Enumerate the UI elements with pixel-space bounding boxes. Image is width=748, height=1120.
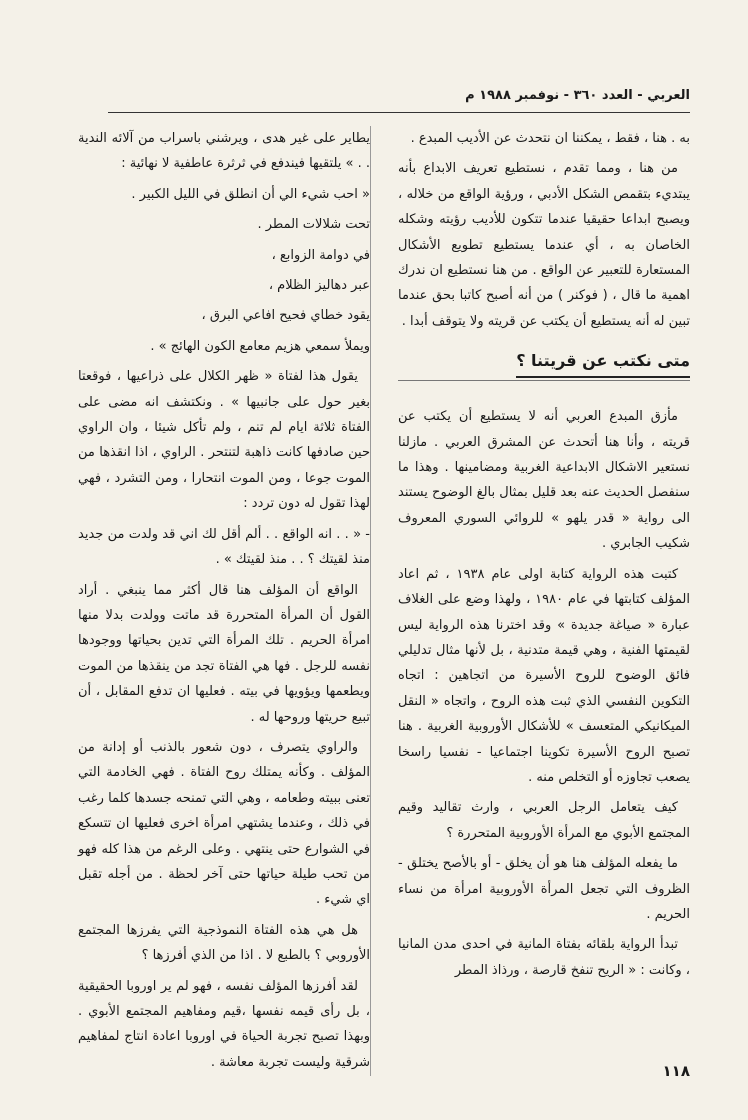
paragraph: لقد أفرزها المؤلف نفسه ، فهو لم ير اوروبا الحقيقية ، بل رأى قيمه نفسها ،قيم ومفاهيم المجتمع الأبوي . وبهذا تصبح تجربة الحياة في اوروبا اعادة انتاج لمفاهيم شرقية وليست تجربة معاشة .	[78, 978, 370, 1070]
paragraph: والراوي يتصرف ، دون شعور بالذنب أو إدانة من المؤلف . وكأنه يمتلك روح الفتاة . فهي الخادمة التي تعنى ببيته وطعامه ، وهي التي تمنحه جسدها كلما رغب في ذلك ، وعندما يشتهي امرأة اخرى فعليها ان تتسكع في الشوارع حتى ينتهي . وعلى الرغم من هذا كله فهو من تحب طيلة حياتها حتى آخر لحظة . من أجله تقبل اي شيء .	[78, 739, 370, 908]
paragraph: به . هنا ، فقط ، يمكننا ان نتحدث عن الأديب المبدع .	[410, 131, 690, 146]
poem-line: « احب شيء الي أن انطلق في الليل الكبير .	[131, 186, 370, 202]
paragraph: مأزق المبدع العربي أنه لا يستطيع أن يكتب عن قريته ، وأنا هنا أتحدث عن المشرق العربي . مازلنا نستعير الاشكال الابداعية الغربية ومضامينها . وهذا ما سنفصل الحديث عنه بعد قليل بمثال بالغ الوضوح يستند الى رواية « قدر يلهو » للروائي السوري المعروف شكيب الجابري .	[398, 409, 690, 552]
right-column	[398, 126, 690, 988]
poem-line: يقود خطاي فحيح افاعي البرق ،	[201, 308, 370, 324]
paragraph: هل هي هذه الفتاة النموذجية التي يفرزها المجتمع الأوروبي ؟ بالطبع لا . اذا من الذي أفرزها ؟	[78, 922, 370, 964]
paragraph: يطاير على غير هدى ، ويرشني باسراب من آلائه الندية . . » يلتقيها فيندفع في ثرثرة عاطفية لا نهائية :	[78, 131, 370, 172]
page-number: ١١٨	[662, 1062, 690, 1080]
paragraph: الواقع أن المؤلف هنا قال أكثر مما ينبغي . أراد القول أن المرأة المتحررة قد ماتت وولدت بدلا منها امرأة الحريم . تلك المرأة التي تدين بحياتها ووجودها نفسه للرجل . فها هي الفتاة تجد من ينقذها من الموت ويطعمها ويؤويها في بيته . فعليها ان تدفع المقابل ، أن تبيع حريتها وروحها له .	[78, 582, 370, 725]
poem-line: ويملأ سمعي هزيم معامع الكون الهائج » .	[150, 338, 370, 354]
poem-line: في دوامة الزوابع ،	[271, 247, 370, 263]
paragraph: كيف يتعامل الرجل العربي ، وارث تقاليد وقيم المجتمع الأبوي مع المرأة الأوروبية المتحررة ؟	[398, 800, 690, 841]
paragraph: تبدأ الرواية بلقائه بفتاة المانية في احدى مدن المانيا ، وكانت : « الريح تنفخ قارصة ، ورذاذ المطر	[398, 937, 690, 978]
heading-rule	[398, 380, 690, 381]
column-separator	[370, 126, 371, 1076]
left-column	[78, 126, 370, 1080]
poem-line: عبر دهاليز الظلام ،	[268, 278, 370, 294]
paragraph: من هنا ، ومما تقدم ، نستطيع تعريف الابداع بأنه يبتديء بتقمص الشكل الأدبي ، ورؤية الواقع من خلاله ، ويصبح ابداعا حقيقيا عندما تتكون للأديب رؤيته وشكله الخاصان به ، أي عندما يستطيع تطويع الأشكال المستعارة للتعبير عن الواقع . من هنا نستطيع ان ندرك اهمية ما قال ، ( فوكنر ) من أنه أصبح كاتبا بحق عندما تبين له أنه يستطيع أن يكتب عن قريته ولا يتوقف أبدا .	[398, 161, 690, 329]
paragraph: كتبت هذه الرواية كتابة اولى عام ١٩٣٨ ، ثم اعاد المؤلف كتابتها في عام ١٩٨٠ ، ولهذا وضع على الغلاف عبارة « صياغة جديدة » وقد اخترنا هذه الرواية ليس لقيمتها الفنية ، وهي قيمة متدنية ، بل لأنها مثال تدليلي فائق الوضوح للروح الأسيرة من اتجاهين : اتجاه التكوين النفسي الذي ثبت هذه الروح ، واتجاه « النقل الميكانيكي المتعسف » للأشكال الأوروبية الغربية . هنا تصبح الروح الأسيرة تكوينا اجتماعيا - نفسيا راسخا يصعب تجاوزه أو التخلص منه .	[398, 566, 690, 785]
paragraph: ما يفعله المؤلف هنا هو أن يخلق - أو بالأصح يختلق - الظروف التي تجعل المرأة الأوروبية امرأة من نساء الحريم .	[398, 856, 690, 922]
section-heading: متى نكتب عن قريتنا ؟	[516, 348, 690, 377]
poem-line: تحت شلالات المطر .	[257, 217, 370, 233]
section-heading-block	[398, 340, 690, 394]
paragraph: يقول هذا لفتاة « ظهر الكلال على ذراعيها ، فوقعتا بغير حول على جانبيها » . ونكتشف انه مضى على الفتاة ثلاثة ايام لم تنم ، ولم تأكل شيئا ، وان الراوي حين صادفها كانت ذاهبة لتنتحر . الراوي ، اذا انقذها من الموت جوعا ، ومن الموت انتحارا ، ومن التشرد ، فهي لهذا تقول له دون تردد :	[78, 369, 370, 512]
header-rule	[108, 112, 690, 113]
paragraph: - « . . انه الواقع . . ألم أقل لك اني قد ولدت من جديد منذ لقيتك ؟ . . منذ لقيتك » .	[78, 526, 370, 568]
running-header: العربي - العدد ٣٦٠ - نوفمبر ١٩٨٨ م	[465, 88, 690, 103]
